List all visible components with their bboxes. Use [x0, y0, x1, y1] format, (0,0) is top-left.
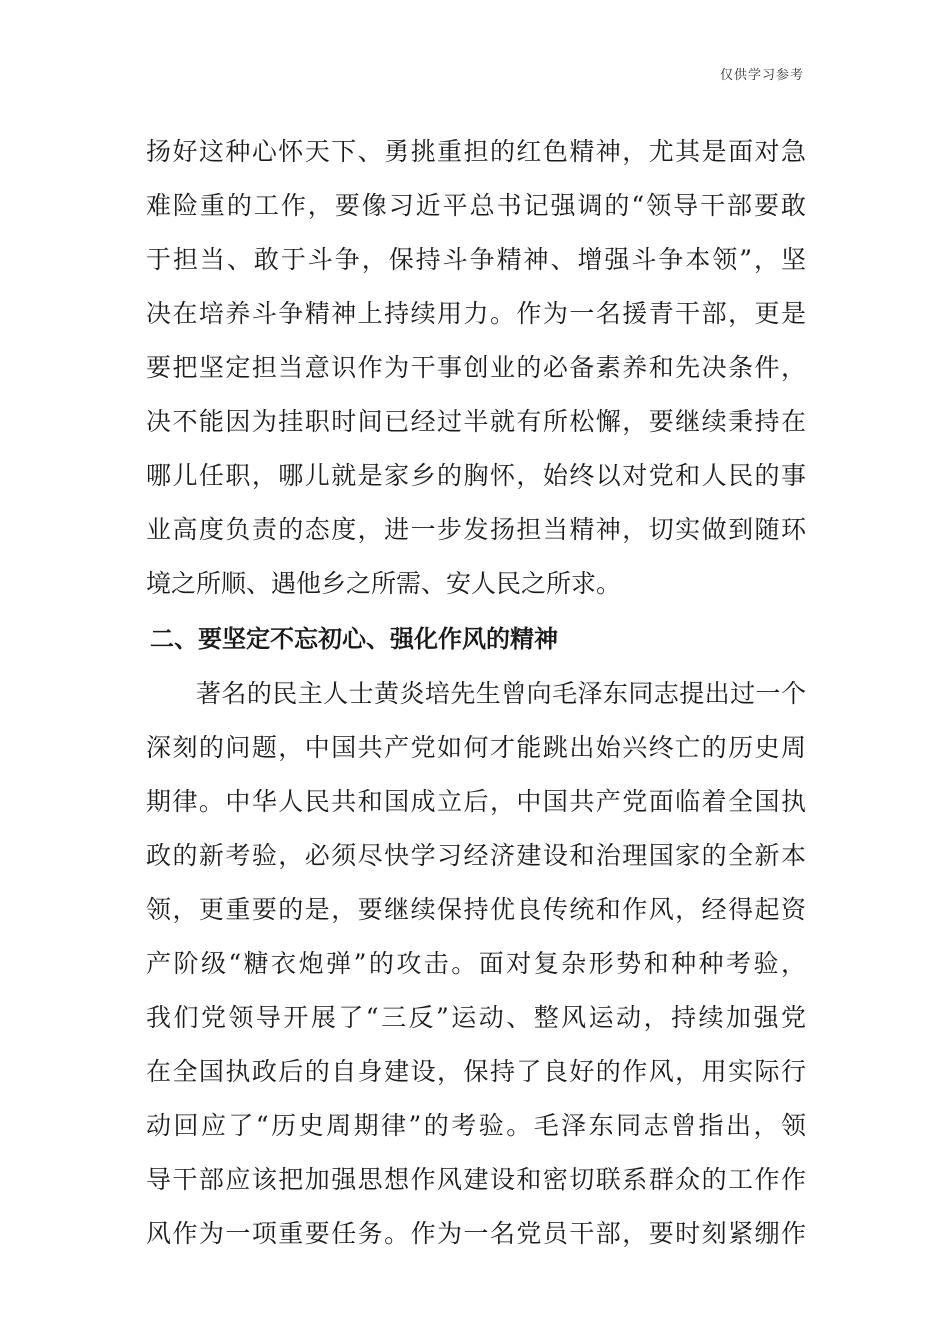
section-heading: 二、要坚定不忘初心、强化作风的精神: [150, 625, 558, 653]
paragraph-line: 深刻的问题，中国共产党如何才能跳出始兴终亡的历史周: [146, 733, 806, 762]
paragraph-line: 政的新考验，必须尽快学习经济建设和治理国家的全新本: [146, 841, 806, 870]
paragraph-line: 产阶级“糖衣炮弹”的攻击。面对复杂形势和种种考验，: [146, 949, 806, 978]
paragraph-line: 风作为一项重要任务。作为一名党员干部，要时刻紧绷作: [146, 1219, 806, 1248]
paragraph-line: 期律。中华人民共和国成立后，中国共产党面临着全国执: [146, 787, 806, 816]
paragraph-line: 业高度负责的态度，进一步发扬担当精神，切实做到随环: [146, 515, 806, 544]
header-note: 仅供学习参考: [719, 68, 804, 83]
paragraph-line: 导干部应该把加强思想作风建设和密切联系群众的工作作: [146, 1165, 806, 1194]
paragraph-line: 境之所顺、遇他乡之所需、安人民之所求。: [146, 569, 622, 598]
paragraph-line: 著名的民主人士黄炎培先生曾向毛泽东同志提出过一个: [196, 679, 806, 708]
paragraph-line: 在全国执政后的自身建设，保持了良好的作风，用实际行: [146, 1057, 806, 1086]
paragraph-line: 决不能因为挂职时间已经过半就有所松懈，要继续秉持在: [146, 407, 806, 436]
paragraph-line: 哪儿任职，哪儿就是家乡的胸怀，始终以对党和人民的事: [146, 461, 806, 490]
paragraph-line: 动回应了“历史周期律”的考验。毛泽东同志曾指出，领: [146, 1111, 806, 1140]
paragraph-line: 难险重的工作，要像习近平总书记强调的“领导干部要敢: [146, 191, 806, 220]
paragraph-line: 领，更重要的是，要继续保持优良传统和作风，经得起资: [146, 895, 806, 924]
paragraph-line: 我们党领导开展了“三反”运动、整风运动，持续加强党: [146, 1003, 806, 1032]
paragraph-line: 要把坚定担当意识作为干事创业的必备素养和先决条件，: [146, 353, 806, 382]
paragraph-line: 于担当、敢于斗争，保持斗争精神、增强斗争本领”，坚: [146, 245, 806, 274]
paragraph-line: 决在培养斗争精神上持续用力。作为一名援青干部，更是: [146, 299, 806, 328]
paragraph-line: 扬好这种心怀天下、勇挑重担的红色精神，尤其是面对急: [146, 137, 806, 166]
